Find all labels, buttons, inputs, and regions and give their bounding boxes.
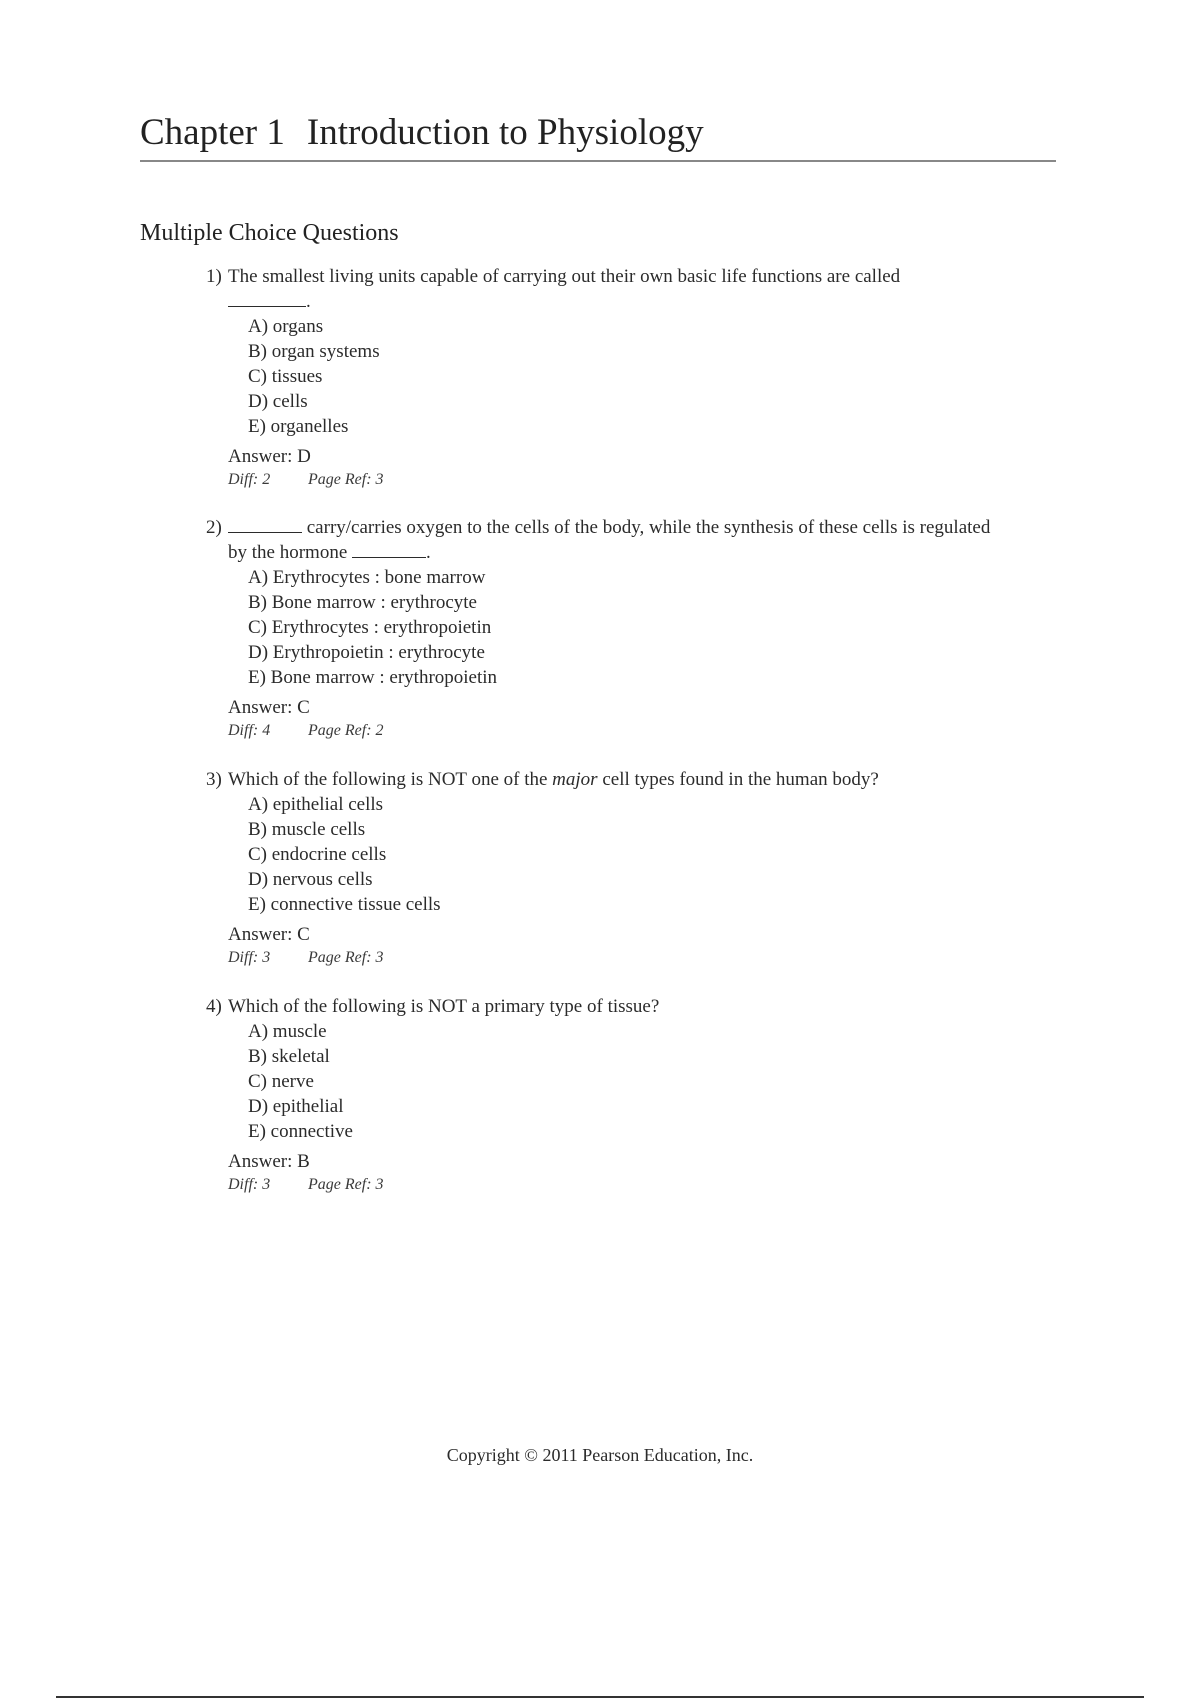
- option-a: A) muscle: [248, 1021, 327, 1042]
- options-list: [206, 565, 1006, 690]
- option-b: B) organ systems: [248, 341, 380, 362]
- stem-text-end: .: [306, 291, 311, 312]
- option-a: A) organs: [248, 316, 324, 337]
- option-d: D) cells: [248, 391, 308, 412]
- option-c: C) nerve: [248, 1071, 314, 1092]
- stem-text-end: .: [426, 542, 431, 563]
- question-4: [206, 994, 1006, 1196]
- question-number: 2): [206, 517, 222, 538]
- question-stem: [206, 264, 1006, 314]
- question-stem: [206, 994, 1006, 1019]
- question-number: 1): [206, 266, 222, 287]
- answer-blank: [228, 517, 302, 533]
- difficulty: Diff: 3: [228, 949, 271, 966]
- bottom-divider: [56, 1696, 1144, 1698]
- stem-text: Which of the following is NOT a primary type of tissue?: [228, 996, 660, 1017]
- chapter-number: Chapter 1: [140, 112, 285, 153]
- option-c: C) Erythrocytes : erythropoietin: [248, 617, 492, 638]
- page-reference: Page Ref: 3: [308, 471, 384, 488]
- option-c: C) tissues: [248, 366, 323, 387]
- question-3: [206, 767, 1006, 969]
- option-e: E) connective: [248, 1121, 353, 1142]
- question-number: 4): [206, 996, 222, 1017]
- option-d: D) nervous cells: [248, 869, 373, 890]
- difficulty: Diff: 4: [228, 722, 271, 739]
- question-meta: [206, 947, 1006, 969]
- stem-text-end: cell types found in the human body?: [602, 769, 879, 790]
- answer-blank: [352, 542, 426, 558]
- question-2: [206, 515, 1006, 742]
- question-stem: [206, 767, 1006, 792]
- options-list: [206, 1019, 1006, 1144]
- page-reference: Page Ref: 3: [308, 1176, 384, 1193]
- option-e: E) Bone marrow : erythropoietin: [248, 667, 498, 688]
- option-e: E) organelles: [248, 416, 349, 437]
- option-a: A) Erythrocytes : bone marrow: [248, 567, 486, 588]
- chapter-heading: [140, 112, 1056, 162]
- page-reference: Page Ref: 2: [308, 722, 384, 739]
- option-a: A) epithelial cells: [248, 794, 384, 815]
- option-b: B) skeletal: [248, 1046, 330, 1067]
- options-list: [206, 314, 1006, 439]
- stem-text: carry/carries oxygen to the cells of the body, while the synthesis of these cells is regulated by the hormone: [228, 517, 991, 563]
- option-b: B) Bone marrow : erythrocyte: [248, 592, 477, 613]
- option-d: D) epithelial: [248, 1096, 344, 1117]
- answer-line: Answer: C: [228, 924, 310, 945]
- stem-emphasis: major: [552, 769, 598, 790]
- question-stem: [206, 515, 1006, 565]
- section-title: Multiple Choice Questions: [140, 220, 399, 246]
- option-b: B) muscle cells: [248, 819, 366, 840]
- chapter-title: Introduction to Physiology: [306, 112, 704, 153]
- question-meta: [206, 469, 1006, 491]
- difficulty: Diff: 2: [228, 471, 271, 488]
- answer-line: Answer: B: [228, 1151, 310, 1172]
- copyright-notice: Copyright © 2011 Pearson Education, Inc.: [446, 1445, 754, 1465]
- answer-line: Answer: D: [228, 446, 311, 467]
- option-d: D) Erythropoietin : erythrocyte: [248, 642, 485, 663]
- difficulty: Diff: 3: [228, 1176, 271, 1193]
- stem-text: The smallest living units capable of carrying out their own basic life functions are called: [228, 266, 901, 287]
- answer-line: Answer: C: [228, 697, 310, 718]
- question-number: 3): [206, 769, 222, 790]
- option-c: C) endocrine cells: [248, 844, 387, 865]
- question-meta: [206, 720, 1006, 742]
- answer-blank: [228, 291, 306, 307]
- option-e: E) connective tissue cells: [248, 894, 441, 915]
- question-1: [206, 264, 1006, 491]
- options-list: [206, 792, 1006, 917]
- question-meta: [206, 1174, 1006, 1196]
- stem-text: Which of the following is NOT one of the: [228, 769, 548, 790]
- page-reference: Page Ref: 3: [308, 949, 384, 966]
